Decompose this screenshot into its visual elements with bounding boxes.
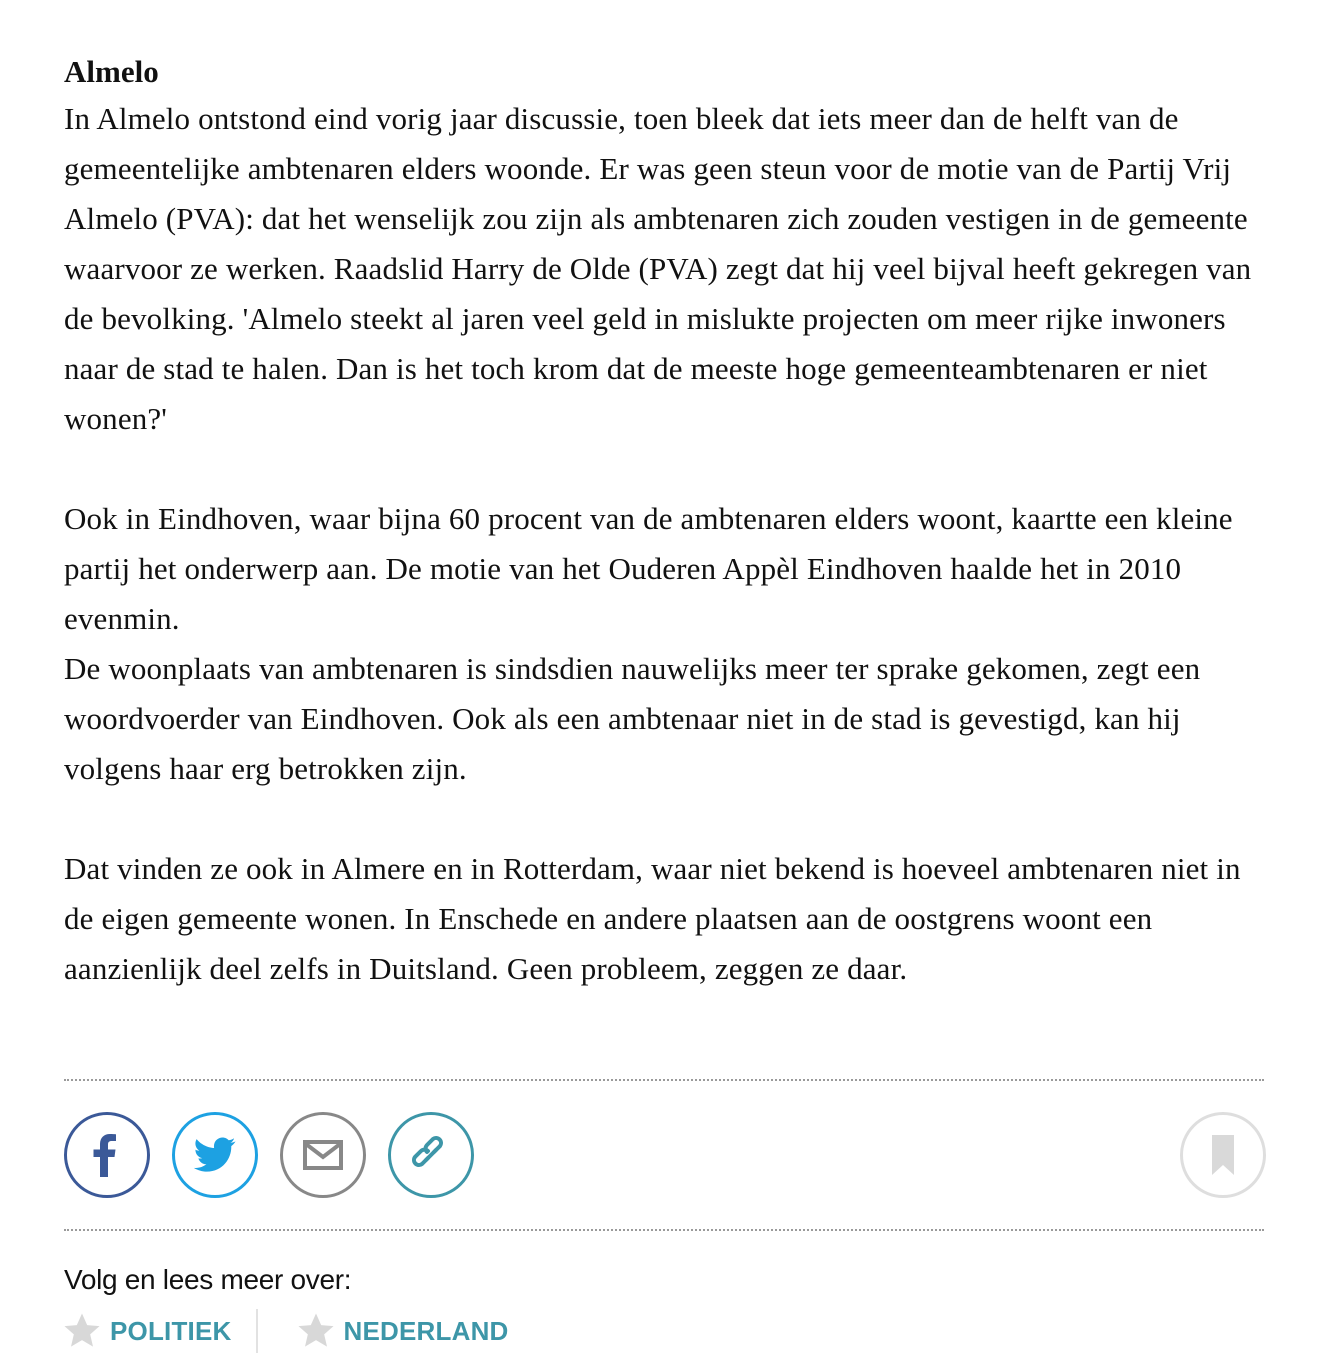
article-body <box>64 50 1264 994</box>
tag-label[interactable]: POLITIEK <box>110 1315 232 1346</box>
link-icon <box>409 1133 453 1177</box>
tag-separator <box>256 1309 258 1353</box>
share-twitter-button[interactable] <box>172 1112 258 1198</box>
divider-bottom <box>64 1229 1264 1231</box>
mail-icon <box>303 1140 343 1170</box>
tag-label[interactable]: NEDERLAND <box>343 1315 509 1346</box>
share-bar <box>64 1112 1264 1196</box>
topic-tags <box>62 1306 509 1356</box>
tag-politiek[interactable] <box>62 1311 232 1351</box>
share-email-button[interactable] <box>280 1112 366 1198</box>
divider-top <box>64 1079 1264 1081</box>
tag-nederland[interactable] <box>296 1311 509 1351</box>
facebook-icon <box>92 1133 122 1177</box>
share-link-button[interactable] <box>388 1112 474 1198</box>
share-facebook-button[interactable] <box>64 1112 150 1198</box>
twitter-icon <box>194 1137 236 1173</box>
section-subhead: Almelo <box>64 54 159 89</box>
star-icon[interactable] <box>296 1311 336 1351</box>
article-paragraph: De woonplaats van ambtenaren is sindsdien nauwelijks meer ter sprake gekomen, zegt een woordvoerder van Eindhoven. Ook als een ambtenaar niet in de stad is gevestigd, kan hij volgens haar erg betrokken zijn. <box>64 651 1201 786</box>
follow-label: Volg en lees meer over: <box>64 1264 352 1295</box>
article-paragraph: Dat vinden ze ook in Almere en in Rotterdam, waar niet bekend is hoeveel ambtenaren niet in de eigen gemeente wonen. In Enschede en andere plaatsen aan de oostgrens woont een aanzienlijk deel zelfs in Duitsland. Geen probleem, zeggen ze daar. <box>64 851 1241 986</box>
bookmark-icon <box>1211 1134 1235 1176</box>
bookmark-button[interactable] <box>1180 1112 1266 1198</box>
article-paragraph: Ook in Eindhoven, waar bijna 60 procent van de ambtenaren elders woont, kaartte een kleine partij het onderwerp aan. De motie van het Ouderen Appèl Eindhoven haalde het in 2010 evenmin. <box>64 501 1233 636</box>
article-paragraph: In Almelo ontstond eind vorig jaar discussie, toen bleek dat iets meer dan de helft van de gemeentelijke ambtenaren elders woonde. Er was geen steun voor de motie van de Partij Vrij Almelo (PVA): dat het wenselijk zou zijn als ambtenaren zich zouden vestigen in de gemeente waarvoor ze werken. Raadslid Harry de Olde (PVA) zegt dat hij veel bijval heeft gekregen van de bevolking. 'Almelo steekt al jaren veel geld in mislukte projecten om meer rijke inwoners naar de stad te halen. Dan is het toch krom dat de meeste hoge gemeenteambtenaren er niet wonen?' <box>64 101 1252 436</box>
star-icon[interactable] <box>62 1311 102 1351</box>
